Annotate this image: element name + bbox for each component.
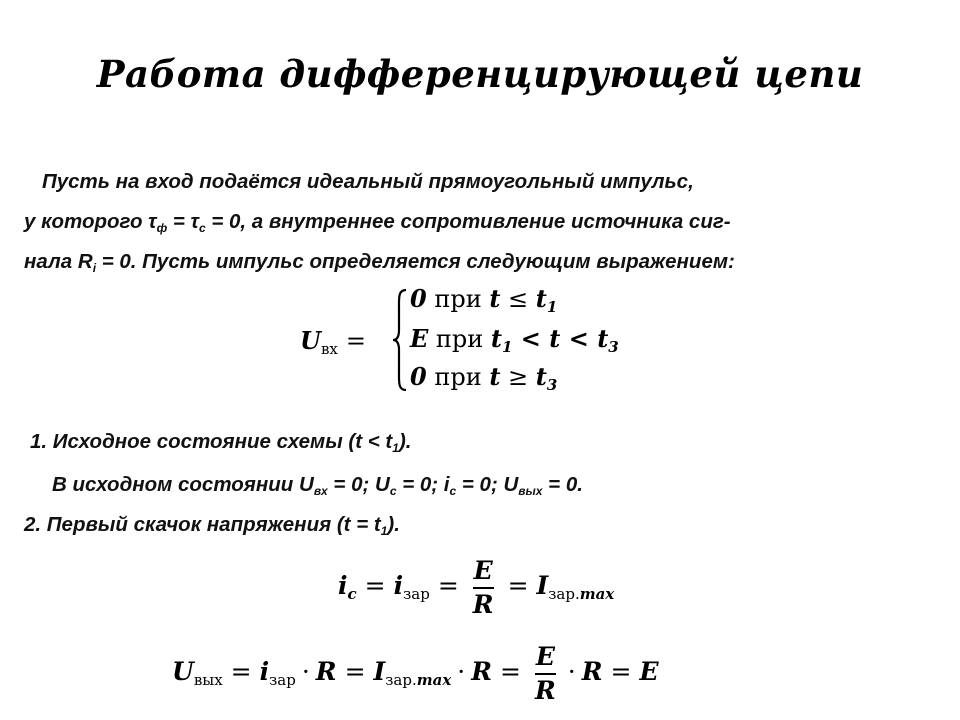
list-item-1: 1. Исходное состояние схемы $(t < t_1)$. [30, 430, 412, 455]
paragraph-line-3: нала $R_i = 0$. Пусть импульс определяется следующим выражением: [24, 250, 735, 275]
slide-title: Работа дифференцирующей цепи [96, 52, 864, 96]
output-voltage-formula: $U_{вых} = i_{зар} \cdot R = I_{зар.max} \cdot R$ = $\frac{E}{R}$ · R = E [172, 641, 659, 705]
paragraph-line-1: Пусть на вход подаётся идеальный прямоугольный импульс, [42, 170, 694, 193]
case-row-2: E при $t_1 < t < t_3$ [410, 324, 619, 356]
left-brace-icon [392, 288, 408, 392]
list-item-1-detail: В исходном состоянии $U_{вх} = 0$; $U_с = 0$; $i_с = 0$; $U_{вых} = 0$. [52, 473, 583, 498]
case-row-1: 0 при $t \le t_1$ [410, 284, 558, 316]
charge-current-formula: $i_c = i_{зар}$ = $\frac{E}{R}$ = $I_{зар.max}$ [338, 555, 615, 619]
paragraph-line-2: у которого $\tau_ф = \tau_с = 0$, а внутреннее сопротивление источника сиг- [24, 210, 731, 235]
formula-lhs: $U_{вх}$ = [300, 326, 366, 358]
list-item-2: 2. Первый скачок напряжения $(t = t_1)$. [24, 513, 400, 538]
fraction-e-over-r: $\frac{E}{R}$ [472, 555, 494, 619]
fraction-e-over-r-2: $\frac{E}{R}$ [534, 641, 556, 705]
case-row-3: 0 при $t \ge t_3$ [410, 362, 558, 394]
